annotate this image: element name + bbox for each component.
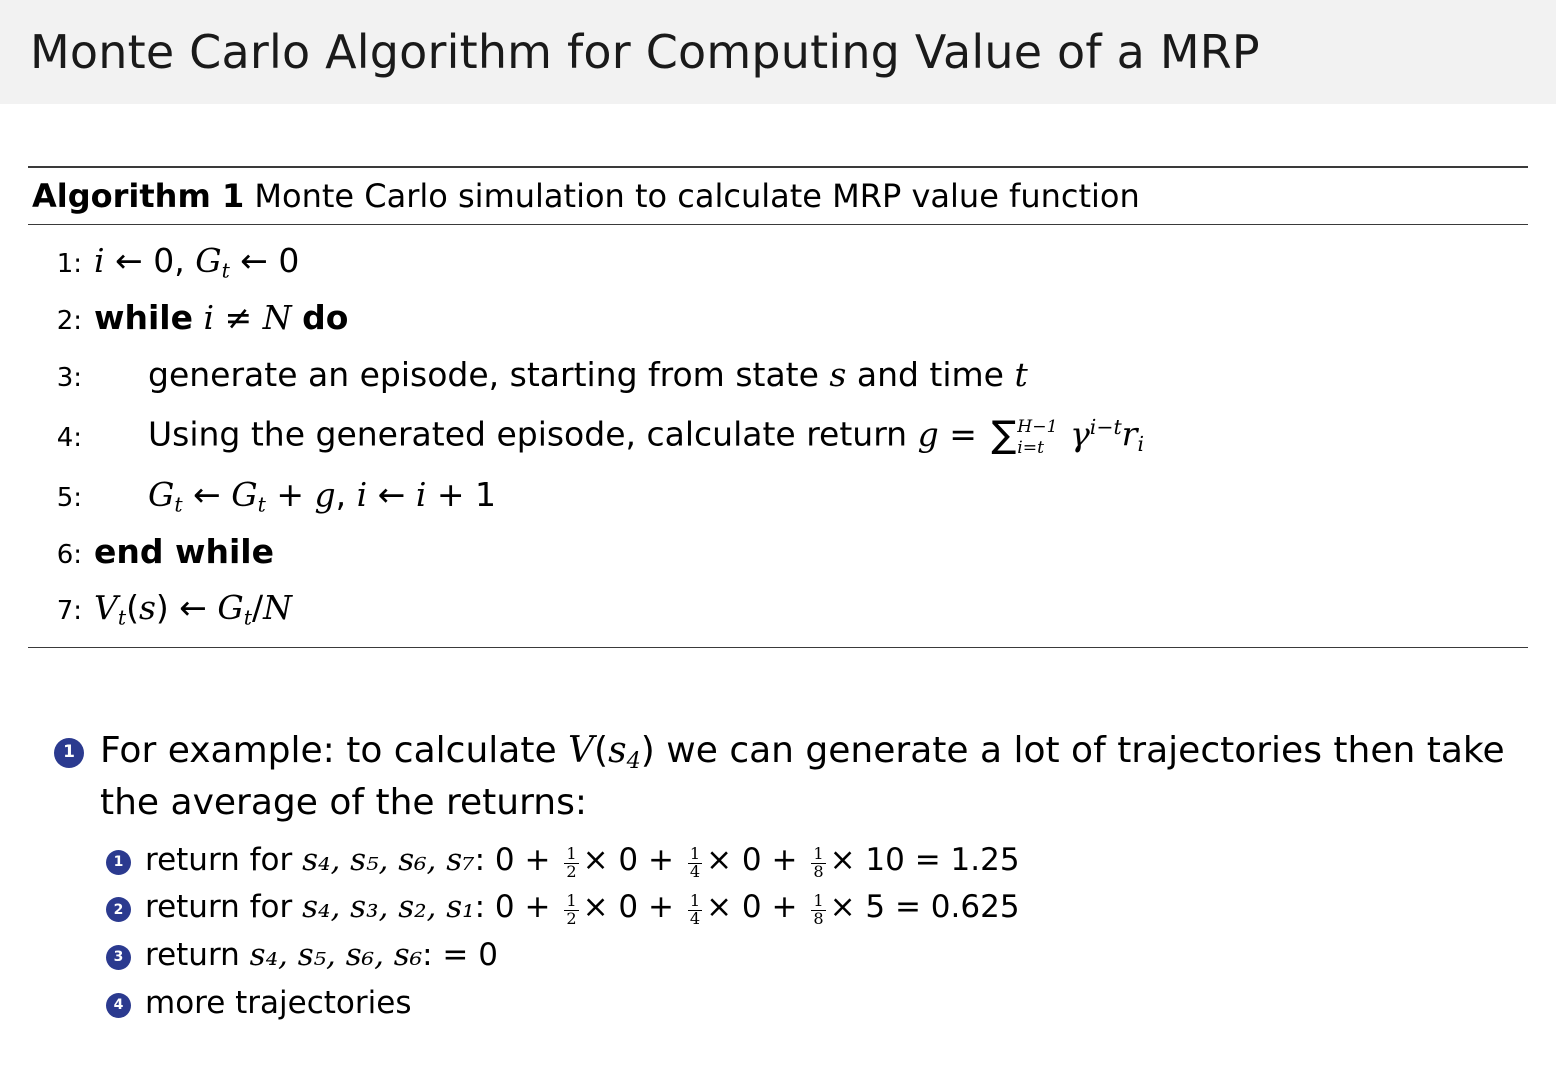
fraction-denominator: 2 [566, 861, 577, 881]
var-g: g [917, 414, 939, 454]
var-G-subscript: t [174, 492, 183, 517]
line-content [94, 290, 348, 347]
var-i-2: i [415, 474, 427, 514]
fraction-3 [811, 843, 825, 881]
state-sequence: s₄, s₃, s₂, s₁ [302, 889, 475, 926]
var-V-subscript: t [117, 606, 127, 631]
algorithm-header-text: Monte Carlo simulation to calculate MRP value function [254, 177, 1140, 215]
algorithm-header-label: Algorithm 1 [32, 177, 245, 215]
return-label: return for [145, 889, 293, 926]
keyword-do: do [302, 297, 349, 337]
paren-close: ) [640, 730, 655, 772]
line-content [94, 347, 1028, 404]
var-s: s [138, 588, 156, 628]
var-G-subscript: t [221, 258, 230, 283]
line-number: 7: [56, 596, 82, 627]
list-item [106, 983, 1524, 1025]
slide-title-bar [0, 0, 1556, 104]
fraction-denominator: 4 [689, 909, 701, 929]
assign-zero-2: ← 0 [240, 241, 300, 280]
summation-limits [1017, 418, 1057, 457]
expr-term-1: × 0 + [582, 889, 674, 926]
algorithm-line-1 [28, 233, 1528, 290]
list-item [106, 935, 1524, 977]
fraction-denominator: 4 [689, 861, 701, 881]
line-content [94, 580, 292, 637]
arrow-assign: ← [193, 474, 221, 514]
expr-term-3: × 10 = 1.25 [829, 841, 1020, 878]
fraction-numerator: 1 [689, 843, 701, 863]
var-t: t [1014, 354, 1028, 394]
expr-term-1: × 0 + [582, 841, 674, 878]
bullet-main [54, 726, 1524, 828]
algorithm-line-3 [28, 347, 1528, 404]
fraction-denominator: 8 [813, 861, 824, 881]
var-G-2: G [231, 474, 258, 514]
var-G: G [217, 588, 244, 628]
line4-text: Using the generated episode, calculate return [148, 414, 908, 454]
var-i: i [203, 297, 215, 337]
keyword-while: while [94, 297, 193, 337]
state-sequence: s₄, s₅, s₆, s₇ [302, 841, 475, 878]
algorithm-line-2 [28, 290, 1528, 347]
line-number: 3: [56, 362, 82, 393]
var-i: i [94, 241, 105, 280]
return-label: more trajectories [145, 984, 412, 1021]
bullet-marker-icon: 1 [106, 850, 131, 875]
var-r-subscript: i [1137, 432, 1144, 457]
arrow-assign-2: ← [377, 474, 406, 514]
assign-zero: ← 0, [115, 241, 185, 280]
fraction-denominator: 2 [566, 909, 577, 929]
fraction-numerator: 1 [813, 891, 824, 911]
gamma-exponent: i−t [1089, 415, 1122, 440]
expr-lead: : 0 + [474, 889, 551, 926]
var-s-subscript: 4 [626, 748, 641, 775]
list-item-content [145, 935, 498, 977]
bullet-marker-icon: 2 [106, 897, 131, 922]
paren-open: ( [594, 730, 609, 772]
expr-term-2: × 0 + [706, 889, 798, 926]
bullet-list [54, 726, 1524, 1024]
var-V: V [568, 730, 595, 772]
bullet-main-text [100, 726, 1524, 828]
line-content [94, 403, 1144, 467]
var-s: s [829, 354, 847, 394]
line-content [94, 233, 299, 290]
fraction-2 [688, 893, 702, 928]
fraction-numerator: 1 [566, 843, 577, 863]
expr-term-3: × 5 = 0.625 [829, 889, 1020, 926]
bullet-marker-icon: 3 [106, 945, 131, 970]
algorithm-block [28, 166, 1528, 648]
paren-open: ( [126, 588, 139, 628]
var-V: V [94, 588, 118, 628]
operator-equals: = [949, 414, 977, 454]
return-label: return for [145, 841, 293, 878]
var-r: r [1121, 414, 1138, 454]
summation-lower-limit: i=t [1017, 438, 1045, 459]
list-item [106, 887, 1524, 929]
bullet-main-text-b: we can generate a lot of trajectories then take the average of the returns: [100, 730, 1505, 823]
fraction-3 [811, 893, 825, 928]
bullet-marker-icon: 4 [106, 993, 131, 1018]
algorithm-bottom-rule [28, 647, 1528, 648]
bullet-main-text-a: For example: to calculate [100, 730, 557, 772]
arrow-assign: ← [179, 588, 207, 628]
operator-plus-one: + 1 [436, 474, 497, 514]
fraction-numerator: 1 [813, 843, 824, 863]
operator-divide: / [252, 588, 264, 628]
var-N: N [262, 297, 292, 337]
paren-close: ) [155, 588, 169, 628]
line-number: 5: [56, 482, 82, 513]
expr-lead: : 0 + [474, 841, 551, 878]
fraction-1 [564, 843, 578, 881]
expr-term-2: × 0 + [706, 841, 798, 878]
var-N: N [263, 588, 292, 628]
state-sequence: s₄, s₅, s₆, s₆ [249, 936, 423, 973]
return-label: return [145, 936, 240, 973]
algorithm-line-7 [28, 580, 1528, 637]
summation [991, 403, 1057, 467]
line3-text-b: and time [856, 354, 1004, 394]
fraction-numerator: 1 [689, 891, 701, 911]
comma: , [335, 474, 347, 514]
var-G-subscript: t [243, 606, 252, 631]
summation-upper-limit: H−1 [1017, 417, 1058, 438]
line-number: 1: [56, 249, 82, 279]
list-item-content [145, 840, 1020, 882]
algorithm-line-6 [28, 524, 1528, 581]
var-G: G [148, 474, 175, 514]
fraction-denominator: 8 [813, 909, 824, 929]
line3-text-a: generate an episode, starting from state [148, 354, 819, 394]
fraction-2 [688, 843, 702, 881]
bullet-sub-list [106, 840, 1524, 1024]
line-number: 6: [56, 539, 82, 570]
line-number: 2: [56, 305, 82, 336]
fraction-numerator: 1 [566, 891, 577, 911]
var-g: g [314, 474, 336, 514]
bullet-marker-icon: 1 [54, 738, 84, 768]
algorithm-line-5 [28, 467, 1528, 524]
page-title: Monte Carlo Algorithm for Computing Value of a MRP [30, 25, 1260, 79]
operator-plus: + [276, 474, 304, 514]
algorithm-header [28, 168, 1528, 224]
var-s: s [608, 730, 627, 772]
algorithm-line-4 [28, 403, 1528, 467]
algorithm-body [28, 225, 1528, 647]
line-number: 4: [56, 422, 82, 453]
operator-neq: ≠ [224, 297, 253, 337]
var-gamma: γ [1070, 414, 1090, 454]
keyword-end-while: end while [94, 531, 274, 571]
list-item-content [145, 887, 1020, 929]
var-G: G [195, 241, 222, 280]
expr-lead: : = 0 [422, 936, 498, 973]
fraction-1 [564, 893, 578, 928]
line-content [94, 467, 496, 524]
var-i: i [356, 474, 368, 514]
var-G-subscript-2: t [257, 492, 266, 517]
sigma-icon: ∑ [991, 413, 1017, 457]
list-item [106, 840, 1524, 882]
list-item-content [145, 983, 411, 1025]
